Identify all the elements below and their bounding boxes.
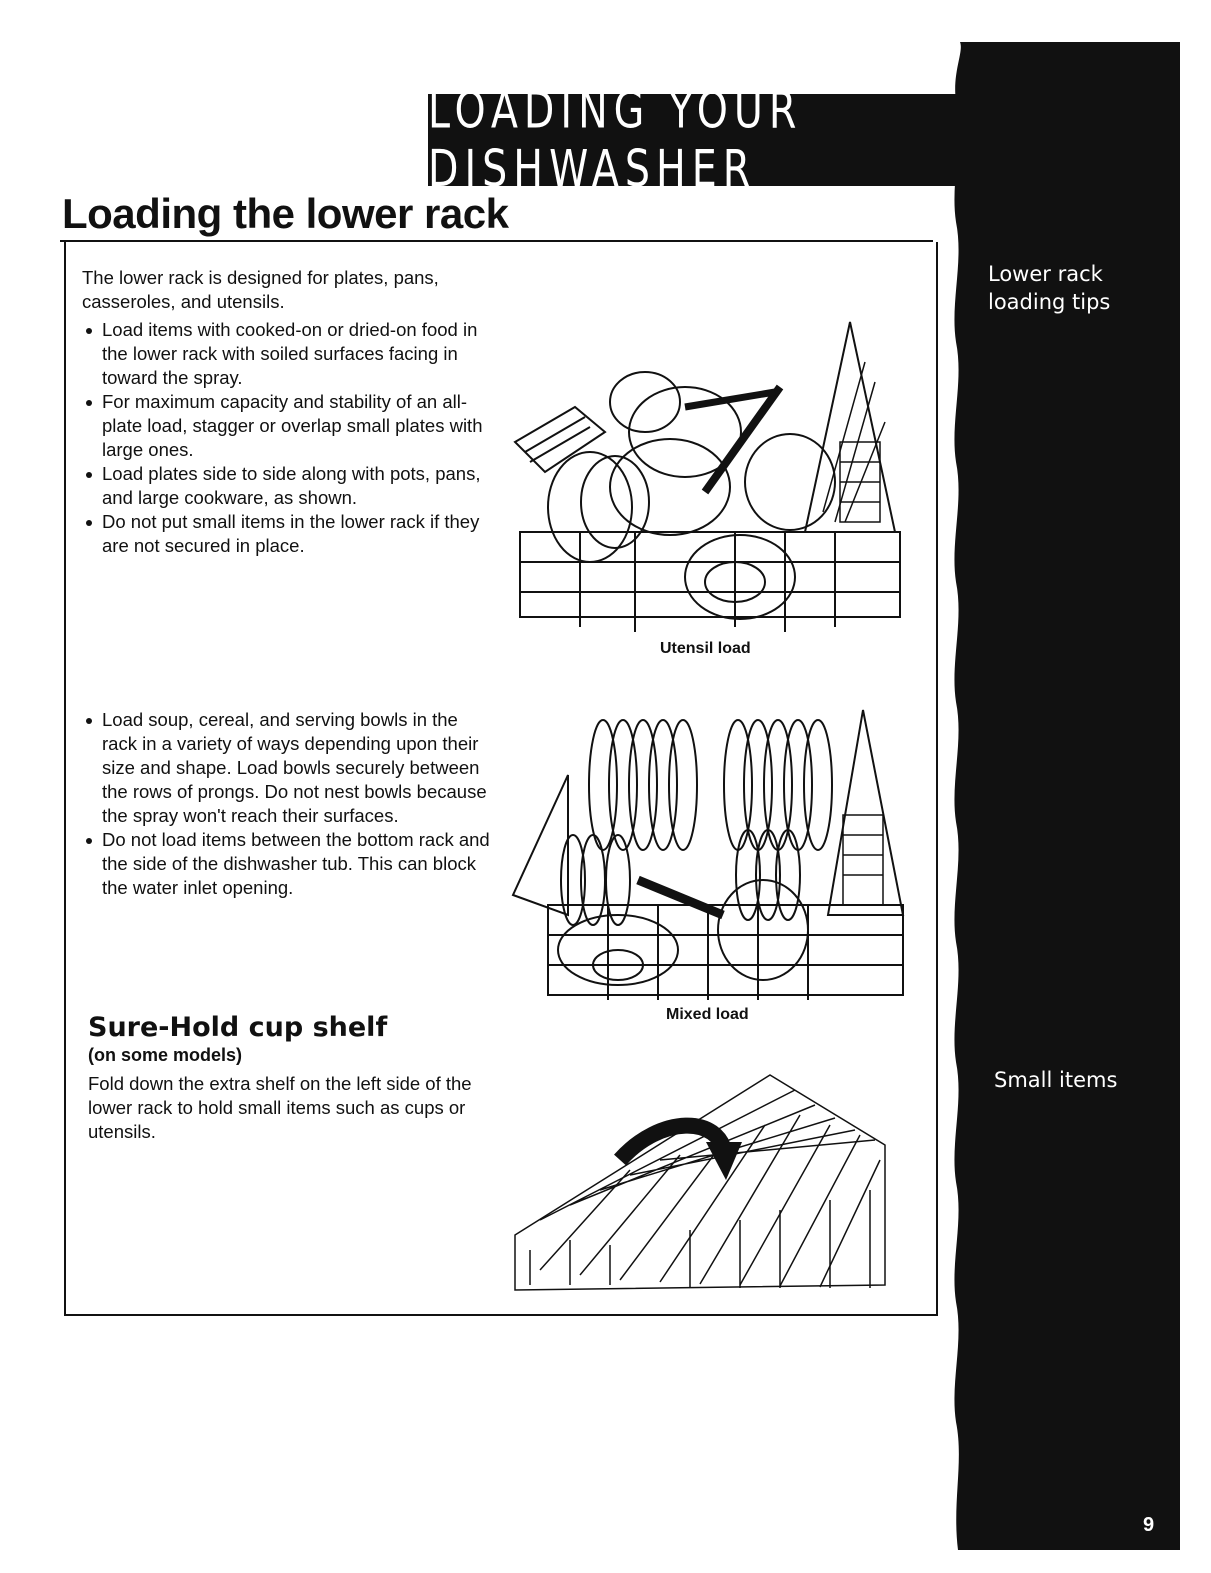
sidebar-label-small-items: Small items xyxy=(994,1068,1118,1092)
list-item: Load items with cooked-on or dried-on food in the lower rack with soiled surfaces facing in toward the spray. xyxy=(82,318,492,390)
cup-shelf-body: Fold down the extra shelf on the left side of the lower rack to hold small items such as cups or utensils. xyxy=(88,1073,472,1142)
list-item: Do not put small items in the lower rack if they are not secured in place. xyxy=(82,510,492,558)
cup-shelf-illustration xyxy=(510,1070,890,1295)
list-item: Do not load items between the bottom rack and the side of the dishwasher tub. This can block the water inlet opening. xyxy=(82,828,492,900)
section-bowls xyxy=(82,708,492,900)
utensil-load-caption: Utensil load xyxy=(660,640,751,657)
list-item: Load soup, cereal, and serving bowls in the rack in a variety of ways depending upon their size and shape. Load bowls securely between the rows of prongs. Do not nest bowls because the spray won't reach their surfaces. xyxy=(82,708,492,828)
section-banner: LOADING YOUR DISHWASHER xyxy=(428,94,968,186)
cup-shelf-subheading: (on some models) xyxy=(88,1045,243,1065)
section-cup-shelf xyxy=(88,1012,488,1144)
page-title: Loading the lower rack xyxy=(62,190,509,237)
page-number: 9 xyxy=(1143,1514,1155,1536)
bowls-list xyxy=(82,708,492,900)
list-item: For maximum capacity and stability of an all-plate load, stagger or overlap small plates with large ones. xyxy=(82,390,492,462)
list-item: Load plates side to side along with pots, pans, and large cookware, as shown. xyxy=(82,462,492,510)
sidebar-label-lower-rack-tips: Lower rack loading tips xyxy=(988,262,1111,314)
utensil-load-illustration xyxy=(505,312,905,637)
intro-paragraph: The lower rack is designed for plates, pans, casseroles, and utensils. xyxy=(82,267,439,312)
mixed-load-illustration xyxy=(508,705,908,1005)
section-lower-rack-intro xyxy=(82,266,492,558)
tips-list xyxy=(82,318,492,558)
cup-shelf-heading: Sure-Hold cup shelf xyxy=(88,1012,388,1043)
mixed-load-caption: Mixed load xyxy=(666,1006,749,1023)
